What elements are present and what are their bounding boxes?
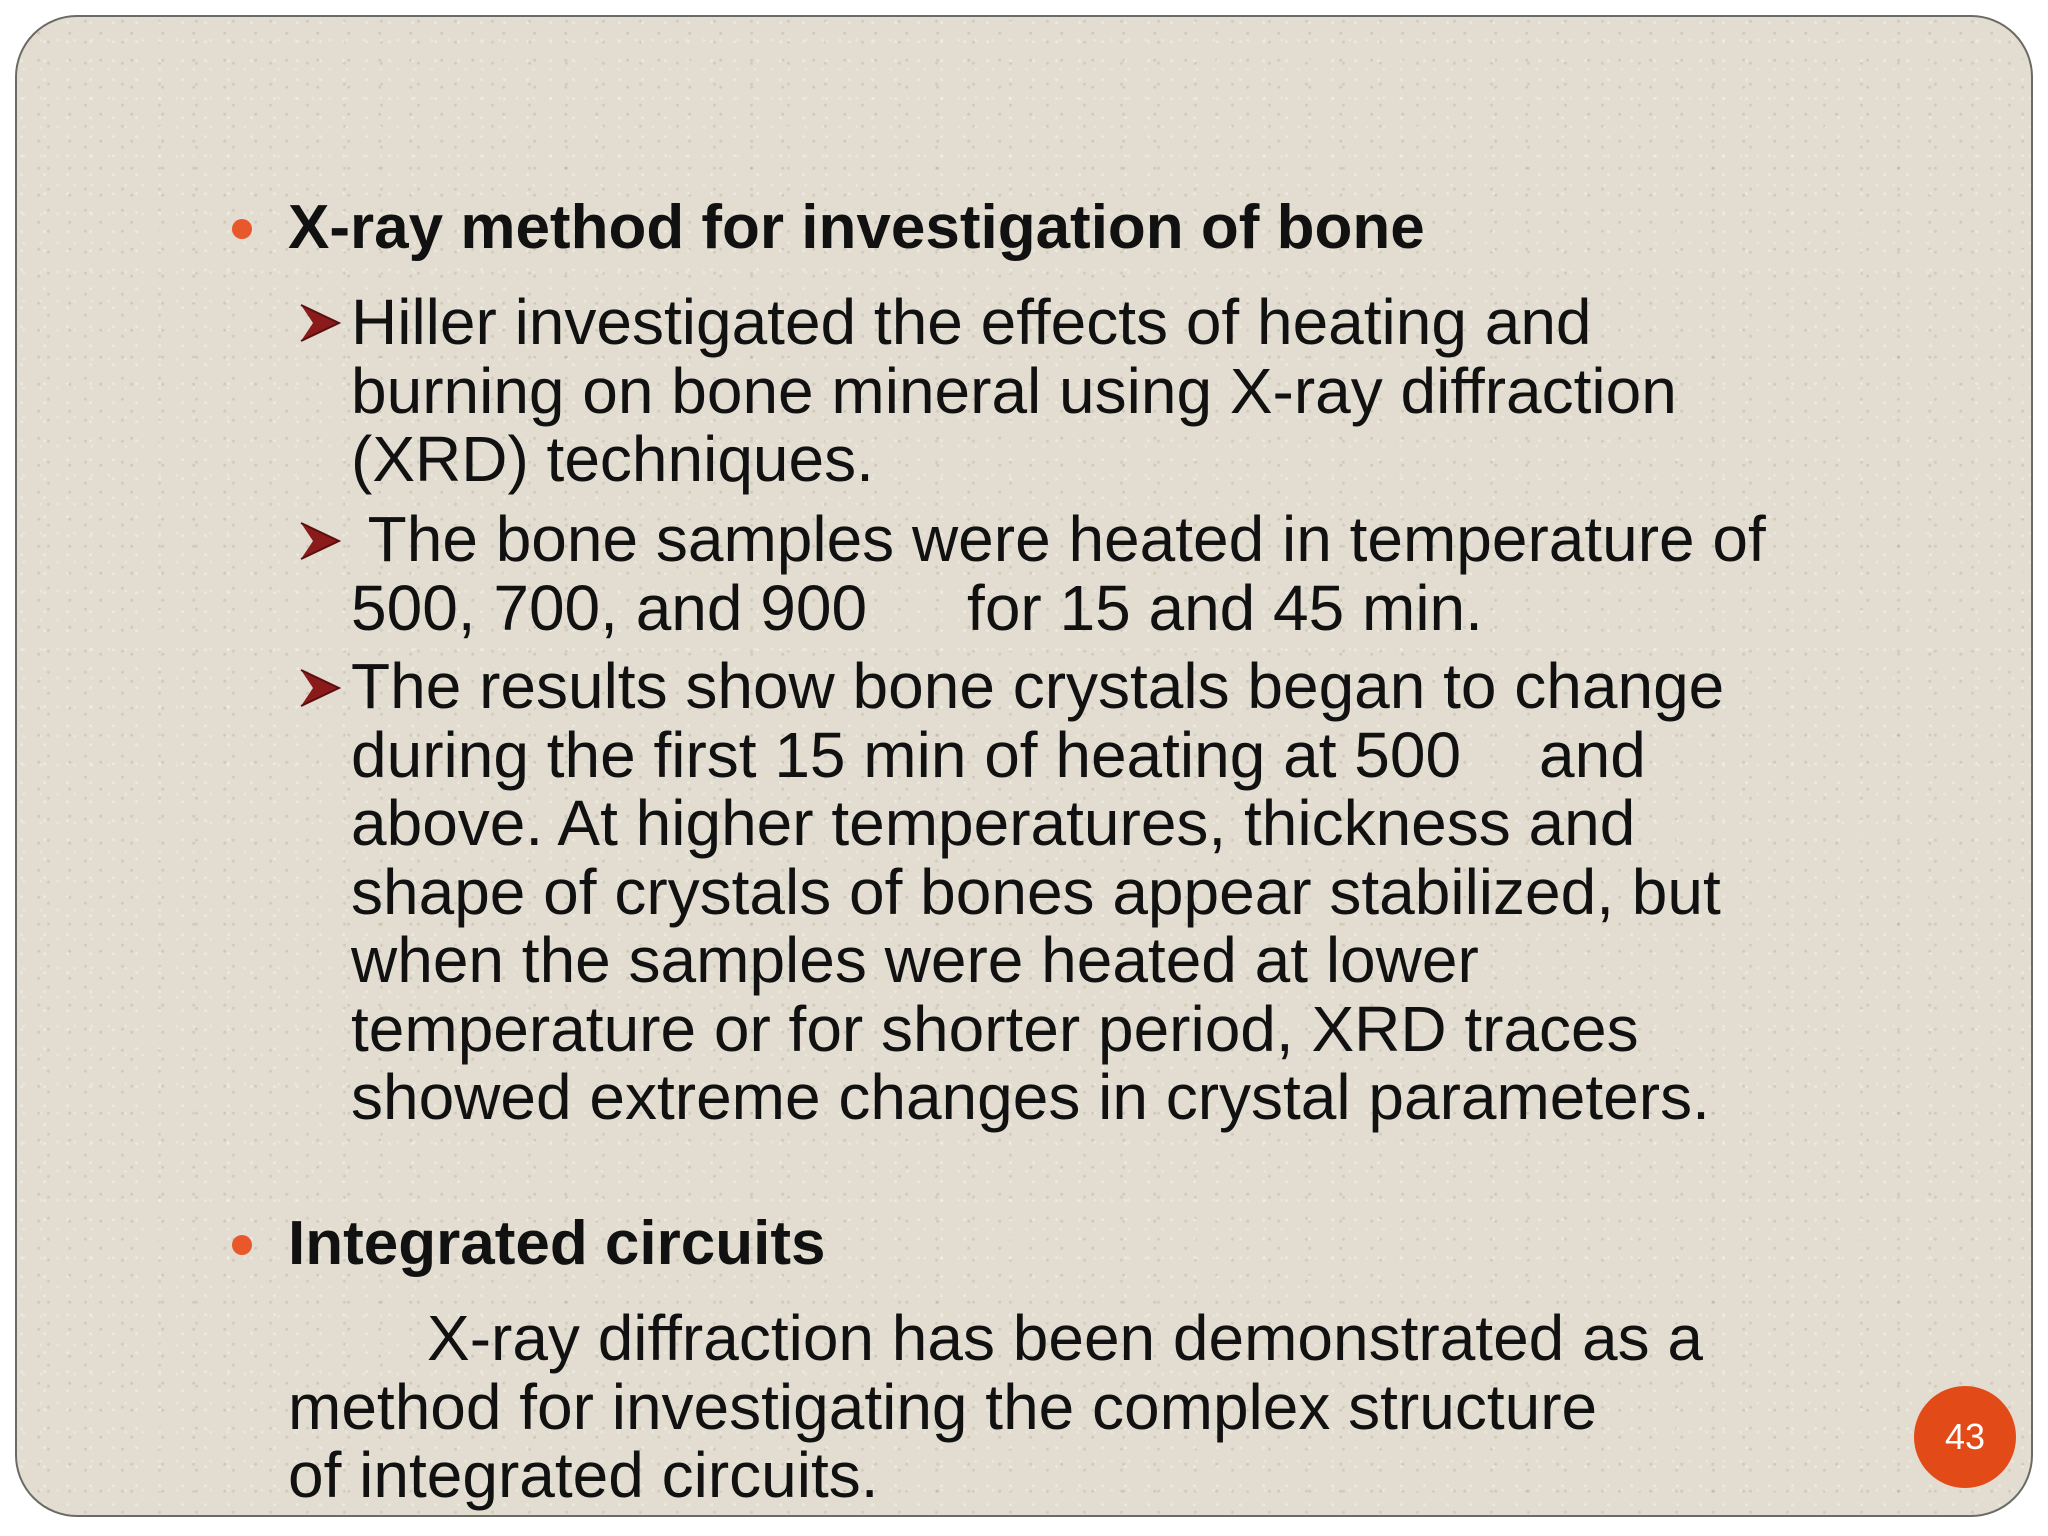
section-heading-xray-bone: X-ray method for investigation of bone	[288, 193, 1425, 262]
point-3-line-2a: during the first 15 min of heating at 500	[351, 718, 1462, 791]
section-2-line-3: of integrated circuits.	[288, 1439, 879, 1511]
point-3-line-7: showed extreme changes in crystal parameters.	[351, 1061, 1710, 1133]
point-3-text	[351, 652, 1724, 1132]
arrow-bullet-icon	[299, 303, 341, 343]
point-3-line-6: temperature or for shorter period, XRD traces	[351, 992, 1639, 1065]
point-3-line-1: The results show bone crystals began to change	[351, 650, 1725, 722]
point-1-text	[351, 288, 1677, 494]
point-3-line-2	[351, 718, 1724, 791]
bullet-dot-icon	[232, 219, 252, 239]
point-3-line-3: above. At higher temperatures, thickness and	[351, 787, 1636, 859]
point-1-line-3: (XRD) techniques.	[351, 423, 874, 495]
point-1-line-1: Hiller investigated the effects of heating and	[351, 286, 1592, 358]
arrow-bullet-icon	[299, 521, 341, 561]
point-2-line-2	[351, 571, 1766, 644]
slide	[15, 15, 2033, 1517]
point-2-line-2a: 500, 700, and 900	[351, 571, 868, 644]
point-2-text	[351, 505, 1766, 642]
page-number-badge: 43	[1914, 1386, 2016, 1488]
section-2-line-2: method for investigating the complex structure	[288, 1370, 1598, 1443]
point-1-line-2: burning on bone mineral using X-ray diffraction	[351, 354, 1677, 427]
point-2-line-1: The bone samples were heated in temperature of	[351, 503, 1766, 575]
section-2-line-1: X-ray diffraction has been demonstrated as a	[427, 1302, 1703, 1374]
point-3-line-4: shape of crystals of bones appear stabilized, but	[351, 855, 1721, 928]
section-2-text	[288, 1304, 1703, 1510]
arrow-bullet-icon	[299, 668, 341, 708]
point-3-line-2b: and	[1539, 718, 1646, 791]
bullet-dot-icon	[232, 1235, 252, 1255]
point-3-line-5: when the samples were heated at lower	[351, 924, 1479, 996]
point-2-line-2b: for 15 and 45 min.	[967, 571, 1483, 644]
section-heading-integrated-circuits: Integrated circuits	[288, 1209, 826, 1278]
